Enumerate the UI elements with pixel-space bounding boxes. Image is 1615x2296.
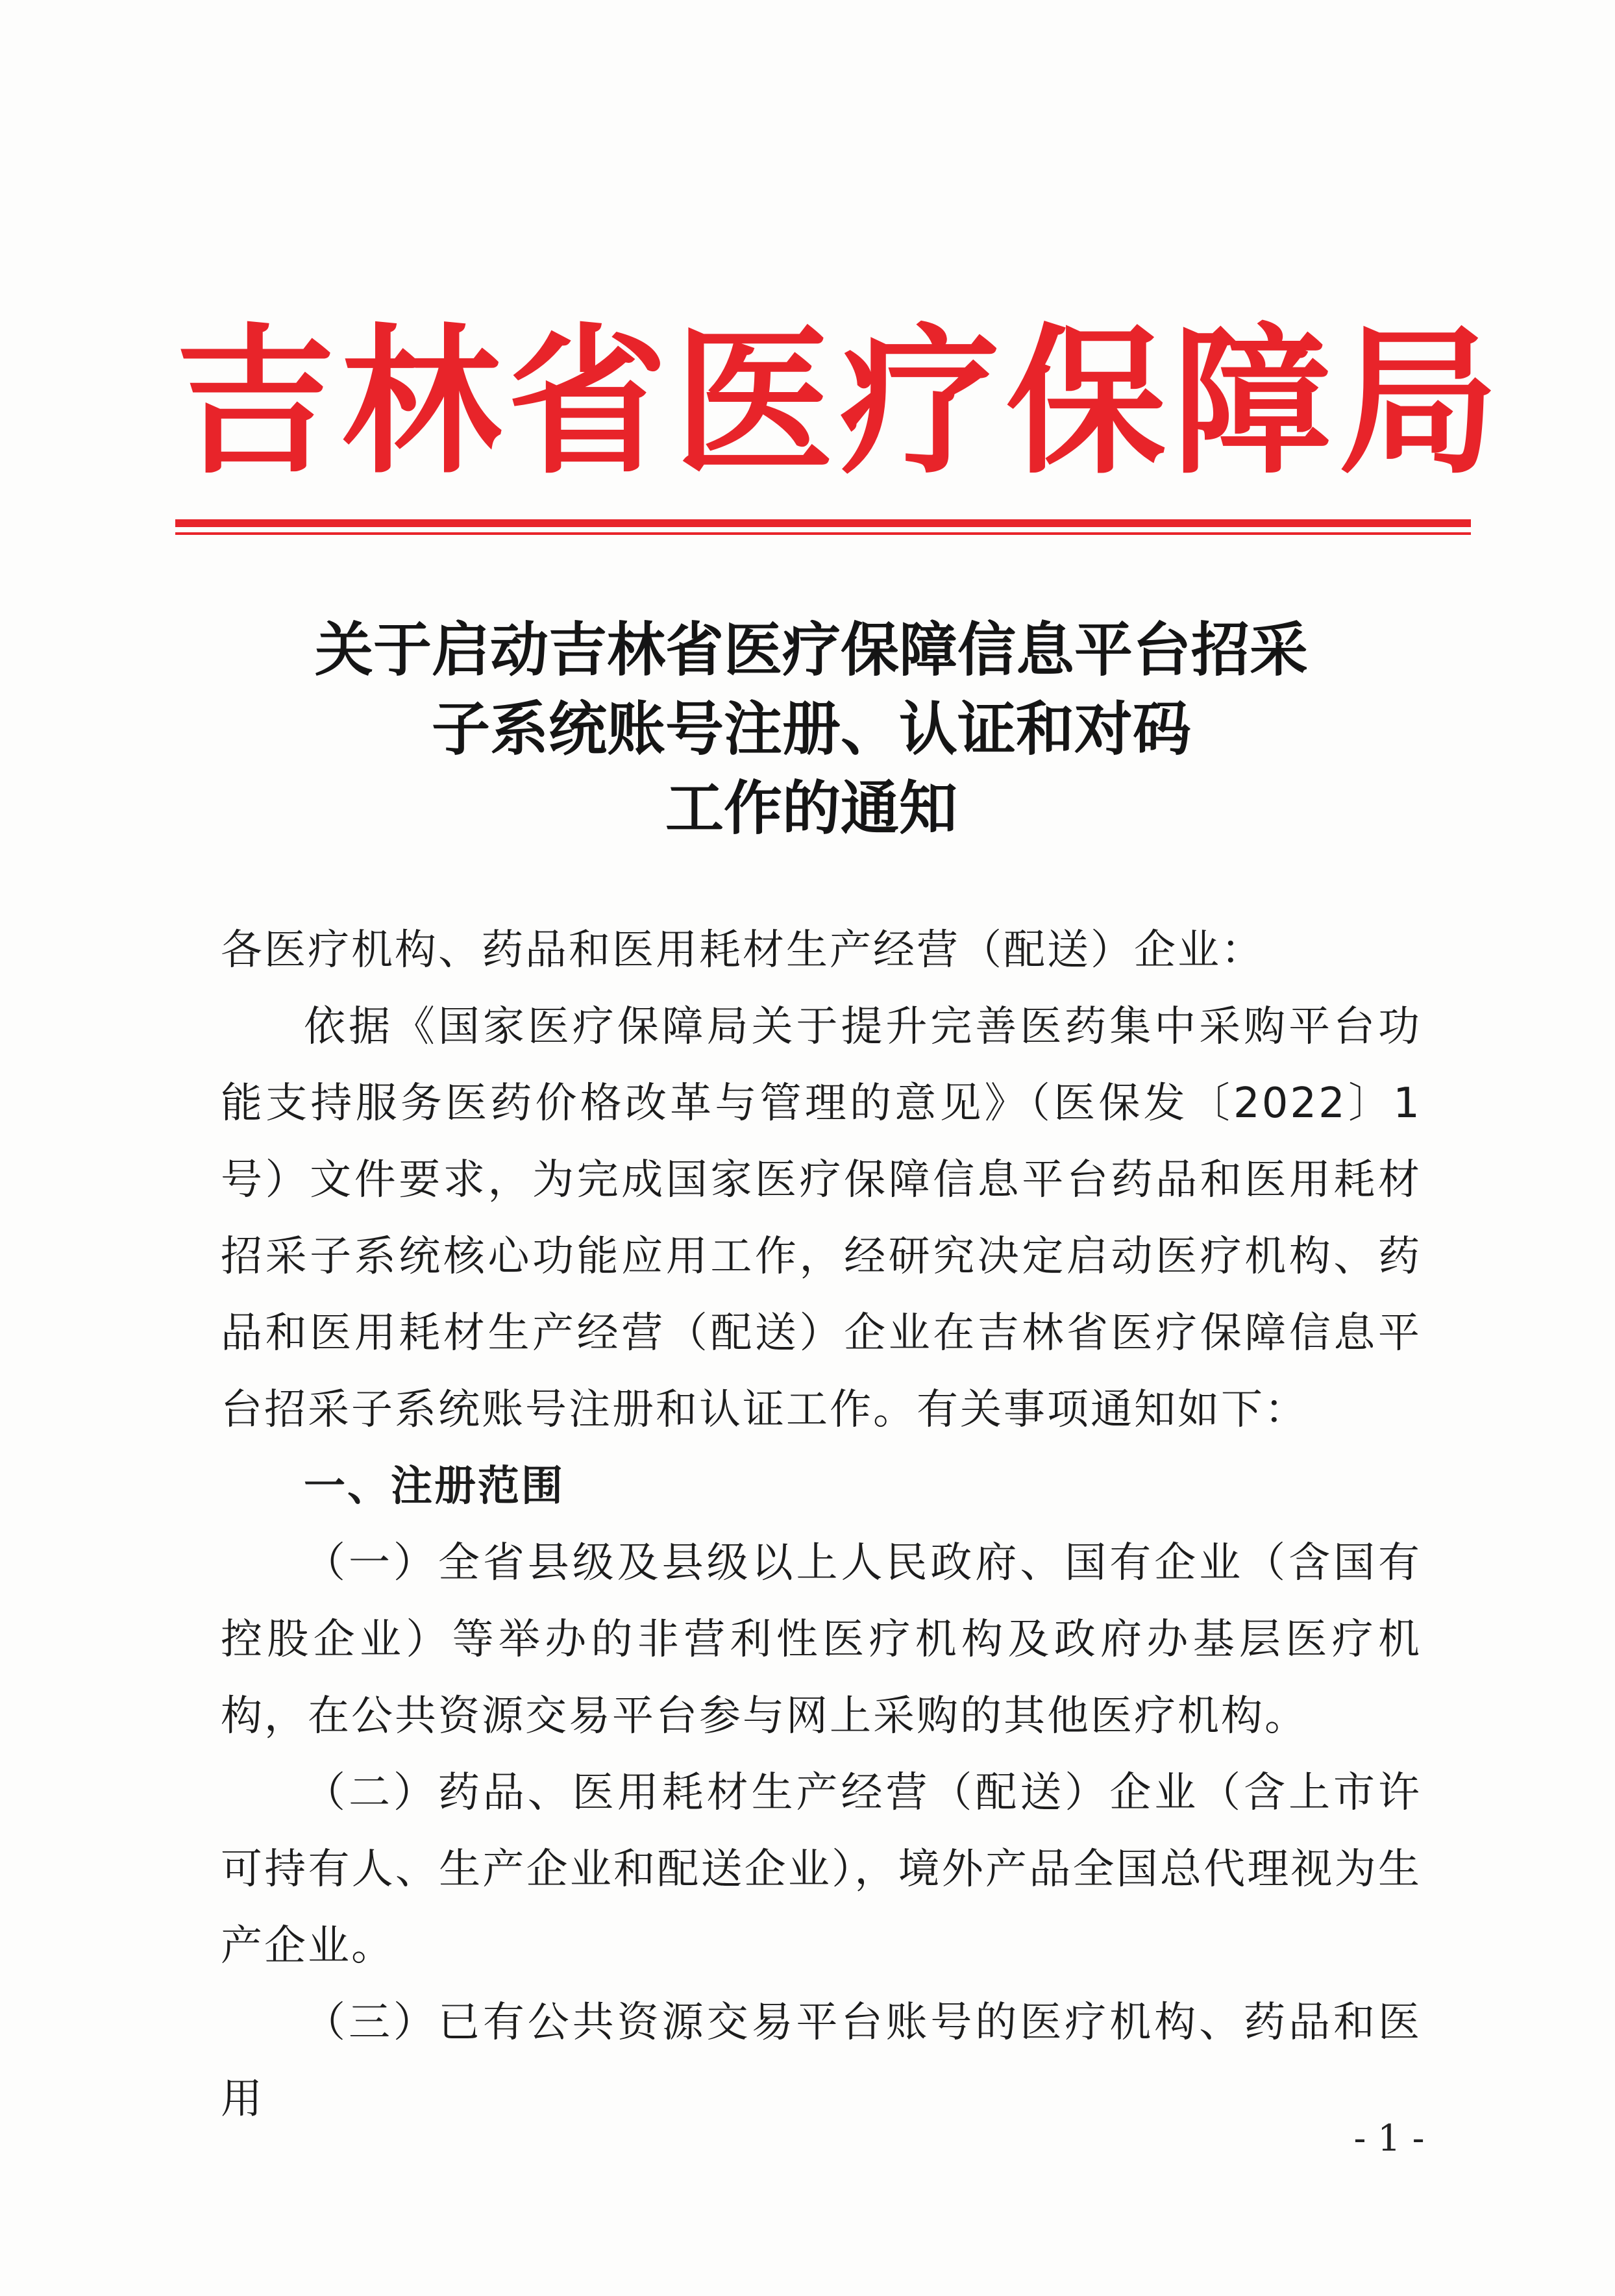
title-line-1: 关于启动吉林省医疗保障信息平台招采 xyxy=(315,615,1308,684)
scope-item-1: （一）全省县级及县级以上人民政府、国有企业（含国有控股企业）等举办的非营利性医疗机构及政府办基层医疗机构，在公共资源交易平台参与网上采购的其他医疗机构。 xyxy=(221,1539,1422,1740)
title-line-2: 子系统账号注册、认证和对码 xyxy=(432,695,1191,763)
title-line-3: 工作的通知 xyxy=(665,774,957,843)
salutation: 各医疗机构、药品和医用耗材生产经营（配送）企业： xyxy=(221,926,1264,974)
paragraph-basis: 依据《国家医疗保障局关于提升完善医药集中采购平台功能支持服务医药价格改革与管理的意见》（医保发〔2022〕1号）文件要求，为完成国家医疗保障信息平台药品和医用耗材招采子系统核心功能应用工作，经研究决定启动医疗机构、药品和医用耗材生产经营（配送）企业在吉林省医疗保障信息平台招采子系统账号注册和认证工作。有关事项通知如下： xyxy=(221,1003,1422,1434)
section-heading-registration-scope: 一、注册范围 xyxy=(304,1463,565,1511)
page-number: - 1 - xyxy=(1353,2117,1425,2160)
scope-item-3: （三）已有公共资源交易平台账号的医疗机构、药品和医用 xyxy=(221,1999,1422,2123)
red-divider-rule-thin xyxy=(175,532,1471,535)
scope-item-2: （二）药品、医用耗材生产经营（配送）企业（含上市许可持有人、生产企业和配送企业），境外产品全国总代理视为生产企业。 xyxy=(221,1769,1422,1970)
document-title xyxy=(195,610,1428,848)
red-divider-rule xyxy=(175,519,1471,527)
document-body xyxy=(221,912,1422,2138)
issuer-masthead: 吉林省医疗保障局 xyxy=(175,308,1505,496)
